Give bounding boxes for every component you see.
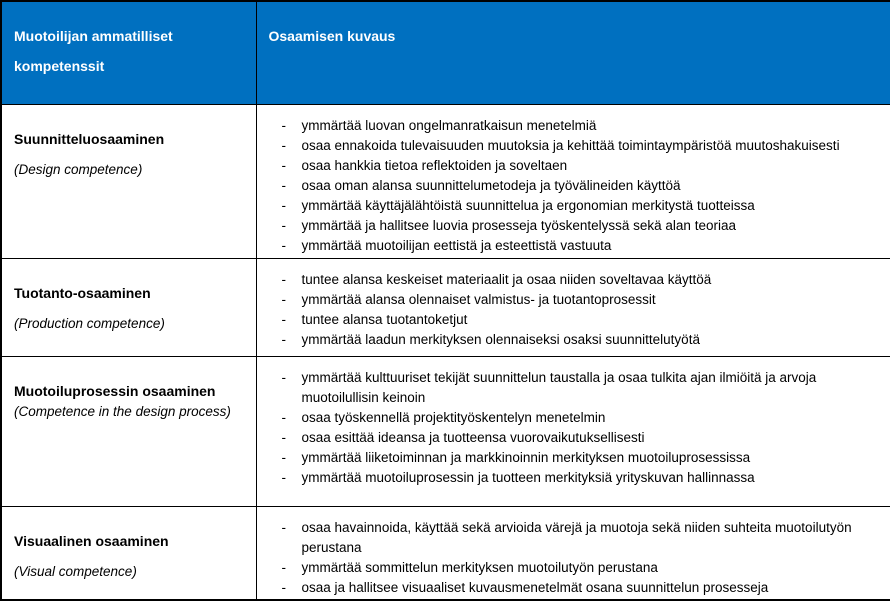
header-cell-description: Osaamisen kuvaus xyxy=(256,1,890,104)
dash-marker: - xyxy=(281,197,286,213)
list-item xyxy=(257,518,881,558)
list-item-text: ymmärtää liiketoiminnan ja markkinoinnin merkityksen muotoiluprosessissa xyxy=(301,449,751,465)
list-item-text: ymmärtää laadun merkityksen olennaiseksi osaksi suunnittelutyötä xyxy=(301,331,700,347)
list-item-text: ymmärtää sommittelun merkityksen muotoilutyön perustana xyxy=(301,559,658,575)
list-item-text: ymmärtää muotoilijan eettistä ja esteettistä vastuuta xyxy=(301,237,612,253)
cell-design-process-competence-title xyxy=(1,356,256,506)
list-item xyxy=(257,270,881,290)
header-row xyxy=(1,1,890,104)
dash-marker: - xyxy=(281,369,286,385)
dash-marker: - xyxy=(281,449,286,465)
dash-marker: - xyxy=(281,519,286,535)
list-item xyxy=(257,578,881,598)
list-item-text: osaa hankkia tietoa reflektoiden ja soveltaen xyxy=(301,157,568,173)
list-item-text: osaa havainnoida, käyttää sekä arvioida värejä ja muotoja sekä niiden suhteita muotoilutyön perustana xyxy=(301,519,852,555)
competence-list xyxy=(257,270,881,350)
row-production-competence xyxy=(1,258,890,356)
list-item-text: ymmärtää luovan ongelmanratkaisun menetelmiä xyxy=(301,117,597,133)
dash-marker: - xyxy=(281,217,286,233)
list-item-text: ymmärtää alansa olennaiset valmistus- ja tuotantoprosessit xyxy=(301,291,656,307)
list-item-text: ymmärtää ja hallitsee luovia prosesseja työskentelyssä sekä alan teoriaa xyxy=(301,217,736,233)
dash-marker: - xyxy=(281,237,286,253)
header-cell-competencies: Muotoilijan ammatilliset kompetenssit xyxy=(1,1,256,104)
competence-subtitle: (Visual competence) xyxy=(14,563,137,579)
competence-title: Tuotanto-osaaminen xyxy=(14,284,151,301)
list-item-text: osaa ennakoida tulevaisuuden muutoksia ja kehittää toimintaympäristöä muutoshakuisesti xyxy=(301,137,840,153)
list-item-text: ymmärtää käyttäjälähtöistä suunnittelua ja ergonomian merkitystä tuotteissa xyxy=(301,197,755,213)
dash-marker: - xyxy=(281,117,286,133)
row-visual-competence xyxy=(1,506,890,600)
list-item-text: osaa oman alansa suunnittelumetodeja ja työvälineiden käyttöä xyxy=(301,177,681,193)
competence-list xyxy=(257,368,881,488)
list-item xyxy=(257,136,881,156)
list-item xyxy=(257,428,881,448)
competence-subtitle: (Competence in the design process) xyxy=(14,403,231,419)
dash-marker: - xyxy=(281,137,286,153)
list-item xyxy=(257,558,881,578)
list-item xyxy=(257,116,881,136)
competence-subtitle: (Design competence) xyxy=(14,161,143,177)
list-item xyxy=(257,310,881,330)
cell-production-competence-title xyxy=(1,258,256,356)
list-item xyxy=(257,408,881,428)
dash-marker: - xyxy=(281,157,286,173)
list-item xyxy=(257,448,881,468)
dash-marker: - xyxy=(281,331,286,347)
list-item-text: osaa esittää ideansa ja tuotteensa vuorovaikutuksellisesti xyxy=(301,429,645,445)
list-item-text: tuntee alansa tuotantoketjut xyxy=(301,311,468,327)
competence-title: Suunnitteluosaaminen xyxy=(14,130,165,147)
competence-title: Muotoiluprosessin osaaminen xyxy=(14,382,216,399)
list-item xyxy=(257,290,881,310)
list-item xyxy=(257,196,881,216)
list-item xyxy=(257,176,881,196)
cell-production-competence-description xyxy=(256,258,890,356)
list-item xyxy=(257,156,881,176)
row-design-competence xyxy=(1,104,890,258)
list-item-text: osaa työskennellä projektityöskentelyn menetelmin xyxy=(301,409,606,425)
list-item-text: osaa ja hallitsee visuaaliset kuvausmenetelmät osana suunnittelun prosesseja xyxy=(301,579,769,595)
dash-marker: - xyxy=(281,311,286,327)
list-item xyxy=(257,330,881,350)
dash-marker: - xyxy=(281,579,286,595)
list-item-text: ymmärtää kulttuuriset tekijät suunnittelun taustalla ja osaa tulkita ajan ilmiöitä ja arvoja muotoilullisin keinoin xyxy=(301,369,817,405)
cell-visual-competence-description xyxy=(256,506,890,600)
list-item xyxy=(257,468,881,488)
competence-list xyxy=(257,518,881,598)
cell-design-competence-description xyxy=(256,104,890,258)
dash-marker: - xyxy=(281,559,286,575)
list-item-text: tuntee alansa keskeiset materiaalit ja osaa niiden soveltavaa käyttöä xyxy=(301,271,712,287)
competence-subtitle: (Production competence) xyxy=(14,315,165,331)
list-item xyxy=(257,216,881,236)
list-item xyxy=(257,368,881,408)
dash-marker: - xyxy=(281,271,286,287)
cell-design-process-competence-description xyxy=(256,356,890,506)
dash-marker: - xyxy=(281,469,286,485)
dash-marker: - xyxy=(281,409,286,425)
list-item-text: ymmärtää muotoiluprosessin ja tuotteen merkityksiä yrityskuvan hallinnassa xyxy=(301,469,755,485)
dash-marker: - xyxy=(281,291,286,307)
cell-design-competence-title xyxy=(1,104,256,258)
dash-marker: - xyxy=(281,429,286,445)
list-item xyxy=(257,236,881,256)
competence-list xyxy=(257,116,881,256)
dash-marker: - xyxy=(281,177,286,193)
competence-title: Visuaalinen osaaminen xyxy=(14,532,169,549)
row-design-process-competence xyxy=(1,356,890,506)
cell-visual-competence-title xyxy=(1,506,256,600)
